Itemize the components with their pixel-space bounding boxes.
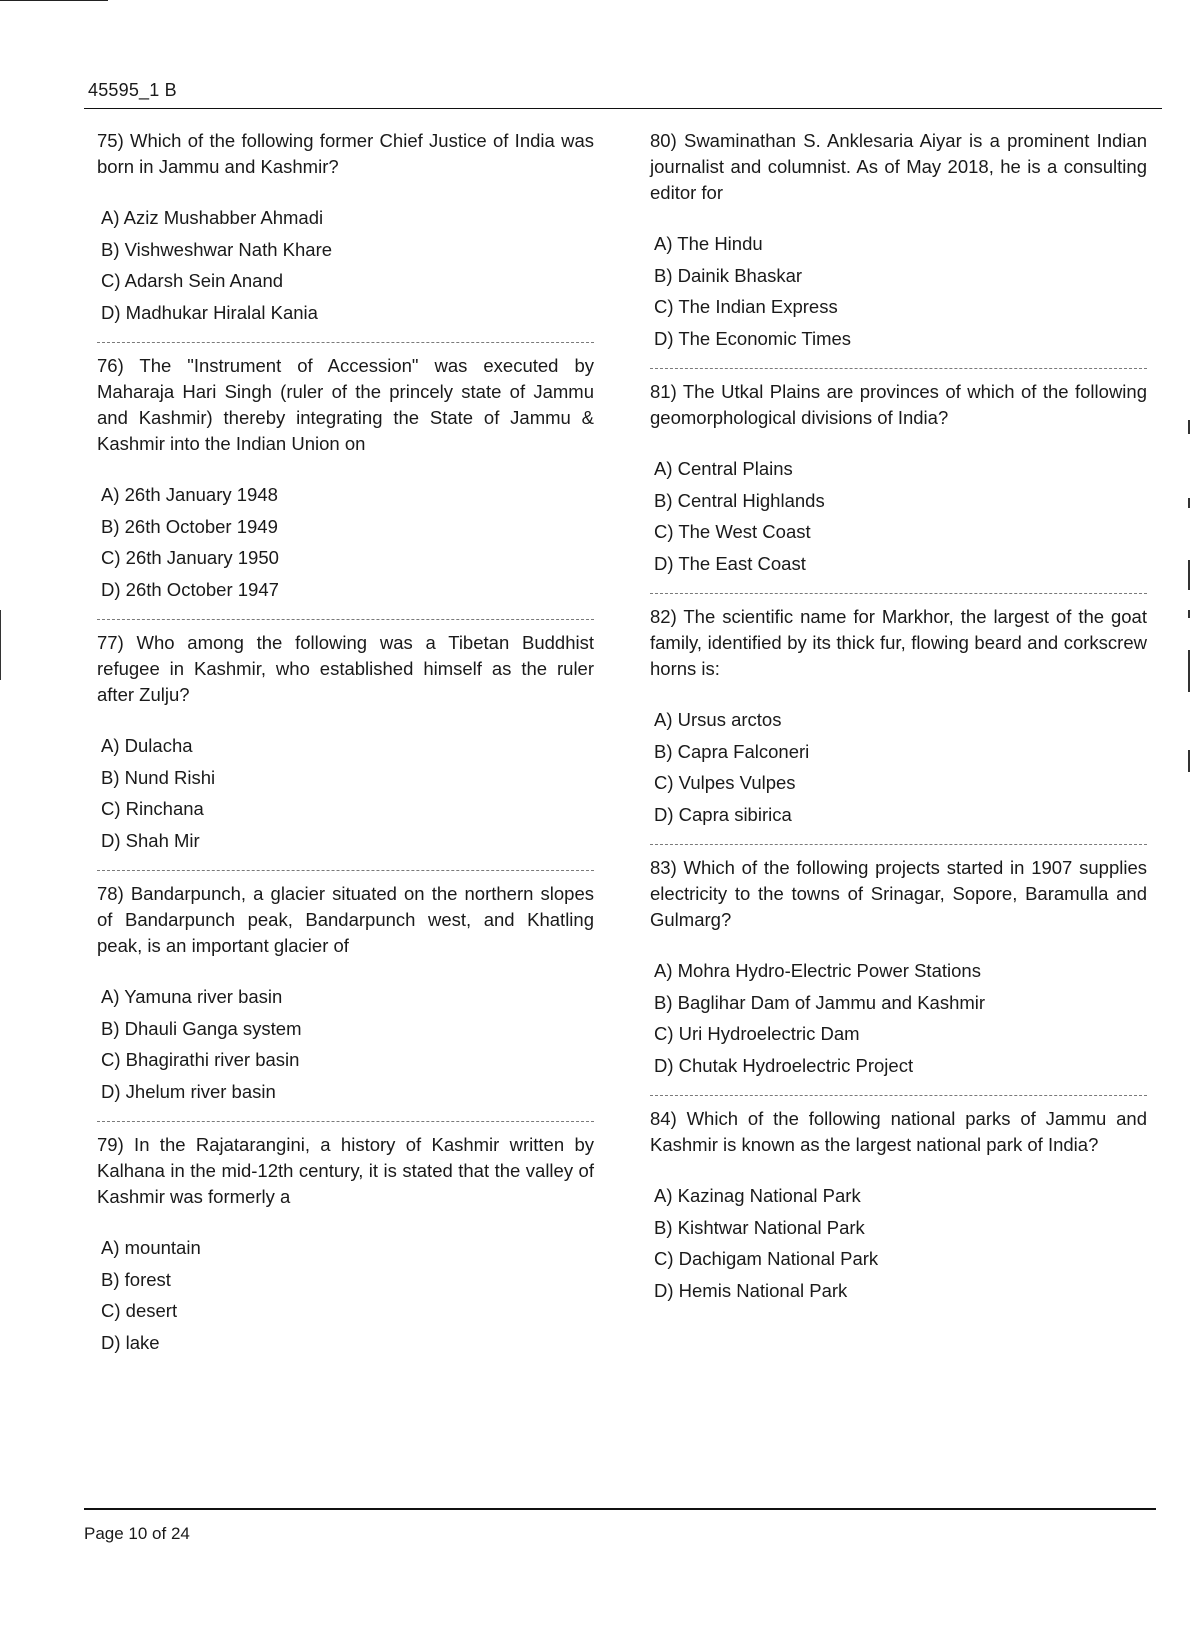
question-79 [97, 1132, 594, 1358]
question-84 [650, 1106, 1147, 1306]
question-text: 75) Which of the following former Chief Justice of India was born in Jammu and Kashmir? [97, 130, 594, 177]
question-76 [97, 353, 594, 605]
option-list [650, 228, 1147, 354]
option-c: C) Dachigam National Park [654, 1248, 879, 1269]
page-number: Page 10 of 24 [84, 1524, 190, 1543]
scan-corner-mark [0, 0, 108, 1]
question-78 [97, 881, 594, 1107]
option-d: D) The Economic Times [654, 327, 852, 349]
option-c: C) 26th January 1950 [101, 547, 279, 568]
option-b: B) 26th October 1949 [101, 515, 278, 537]
option-a: A) 26th January 1948 [101, 484, 278, 505]
option-b: B) Kishtwar National Park [654, 1216, 865, 1238]
option-c: C) The Indian Express [654, 296, 838, 317]
question-text: 81) The Utkal Plains are provinces of which of the following geomorphological divisions of India? [650, 381, 1147, 428]
question-text: 79) In the Rajatarangini, a history of Kashmir written by Kalhana in the mid-12th century, it is stated that the valley of Kashmir was formerly a [97, 1134, 594, 1207]
question-divider [97, 619, 594, 620]
question-77 [97, 630, 594, 856]
question-divider [650, 593, 1147, 594]
option-d: D) Capra sibirica [654, 803, 792, 825]
option-d: D) Shah Mir [101, 829, 200, 851]
option-list [97, 981, 594, 1107]
question-text: 78) Bandarpunch, a glacier situated on the northern slopes of Bandarpunch peak, Bandarpunch west, and Khatling peak, is an important glacier of [97, 883, 594, 956]
question-divider [97, 342, 594, 343]
question-divider [650, 1095, 1147, 1096]
scan-edge-mark [0, 610, 1, 680]
option-list [97, 202, 594, 328]
option-c: C) Bhagirathi river basin [101, 1049, 300, 1070]
option-a: A) Dulacha [101, 735, 193, 756]
option-a: A) Central Plains [654, 458, 793, 479]
option-list [650, 453, 1147, 579]
question-82 [650, 604, 1147, 830]
option-a: A) The Hindu [654, 233, 763, 254]
option-list [650, 704, 1147, 830]
option-a: A) Ursus arctos [654, 709, 782, 730]
question-divider [97, 1121, 594, 1122]
option-d: D) Chutak Hydroelectric Project [654, 1054, 914, 1076]
option-d: D) Hemis National Park [654, 1279, 848, 1301]
option-b: B) Baglihar Dam of Jammu and Kashmir [654, 991, 986, 1013]
option-list [97, 1232, 594, 1358]
question-text: 83) Which of the following projects started in 1907 supplies electricity to the towns of Srinagar, Sopore, Baramulla and Gulmarg? [650, 857, 1147, 930]
option-c: C) Uri Hydroelectric Dam [654, 1023, 860, 1044]
footer-rule [84, 1508, 1156, 1510]
option-a: A) mountain [101, 1237, 201, 1258]
option-a: A) Kazinag National Park [654, 1185, 861, 1206]
left-column [97, 128, 594, 1358]
option-b: B) forest [101, 1268, 171, 1290]
question-75 [97, 128, 594, 328]
option-a: A) Mohra Hydro-Electric Power Stations [654, 960, 981, 981]
option-a: A) Aziz Mushabber Ahmadi [101, 207, 324, 228]
option-c: C) Rinchana [101, 798, 204, 819]
option-list [650, 1180, 1147, 1306]
question-text: 77) Who among the following was a Tibetan Buddhist refugee in Kashmir, who established himself as the ruler after Zulju? [97, 632, 594, 705]
option-list [97, 730, 594, 856]
document-code: 45595_1 B [88, 80, 177, 100]
option-list [97, 479, 594, 605]
question-83 [650, 855, 1147, 1081]
question-text: 76) The "Instrument of Accession" was executed by Maharaja Hari Singh (ruler of the princely state of Jammu and Kashmir) thereby integrating the State of Jammu & Kashmir into the Indian Union on [97, 355, 594, 454]
question-80 [650, 128, 1147, 354]
option-b: B) Capra Falconeri [654, 740, 810, 762]
option-b: B) Dainik Bhaskar [654, 264, 803, 286]
option-b: B) Central Highlands [654, 489, 825, 511]
option-c: C) Adarsh Sein Anand [101, 270, 284, 291]
question-text: 82) The scientific name for Markhor, the largest of the goat family, identified by its thick fur, flowing beard and corkscrew horns is: [650, 606, 1147, 679]
option-d: D) The East Coast [654, 552, 806, 574]
option-a: A) Yamuna river basin [101, 986, 283, 1007]
option-c: C) desert [101, 1300, 178, 1321]
option-d: D) Jhelum river basin [101, 1080, 276, 1102]
question-divider [97, 870, 594, 871]
option-d: D) 26th October 1947 [101, 578, 279, 600]
question-divider [650, 368, 1147, 369]
option-d: D) Madhukar Hiralal Kania [101, 301, 318, 323]
right-column [650, 128, 1147, 1306]
question-81 [650, 379, 1147, 579]
question-text: 84) Which of the following national parks of Jammu and Kashmir is known as the largest national park of India? [650, 1108, 1147, 1155]
option-b: B) Vishweshwar Nath Khare [101, 238, 333, 260]
question-divider [650, 844, 1147, 845]
option-c: C) The West Coast [654, 521, 811, 542]
question-text: 80) Swaminathan S. Anklesaria Aiyar is a prominent Indian journalist and columnist. As of May 2018, he is a consulting editor for [650, 130, 1147, 203]
option-b: B) Dhauli Ganga system [101, 1017, 302, 1039]
scan-edge-specks [1184, 420, 1190, 840]
option-c: C) Vulpes Vulpes [654, 772, 796, 793]
header-rule [84, 108, 1162, 109]
option-d: D) lake [101, 1331, 160, 1353]
option-b: B) Nund Rishi [101, 766, 216, 788]
option-list [650, 955, 1147, 1081]
